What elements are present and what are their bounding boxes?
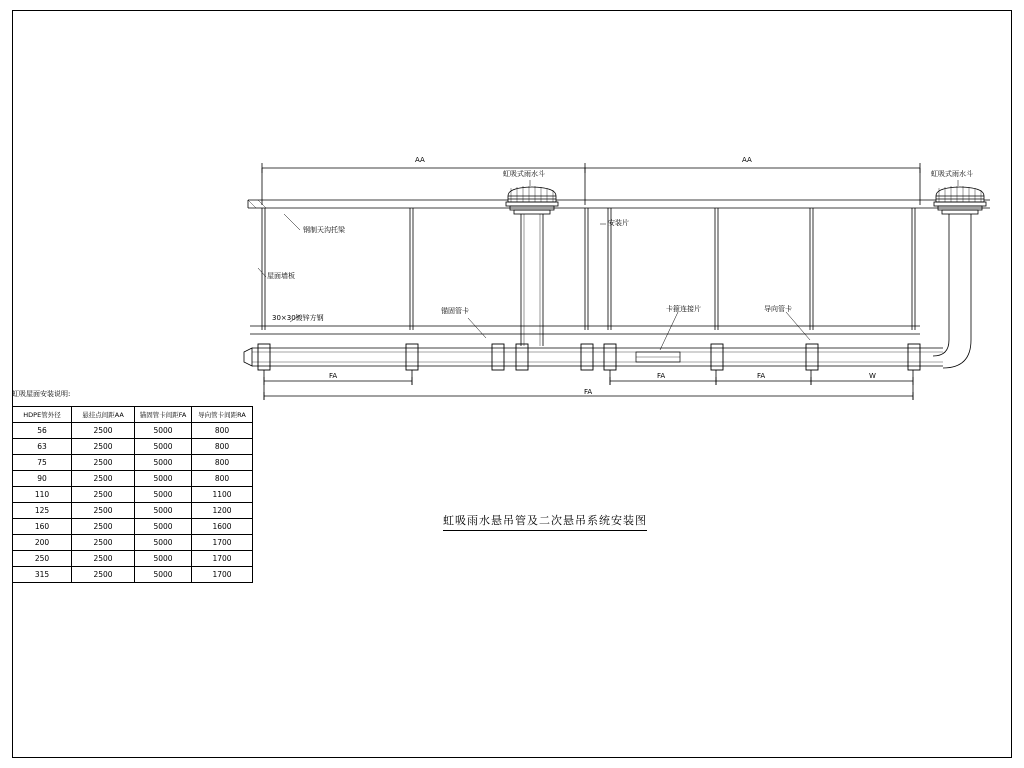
dimension-label-fa-total: FA [584,388,593,396]
cell-anchor-spacing: 5000 [135,503,192,519]
table-row [13,455,253,471]
label-anchor-clamp: 锚固管卡 [441,307,469,315]
label-mount-plate: 安装片 [608,219,629,227]
col-header-hanger-spacing: 悬挂点间距AA [72,407,135,423]
cell-guide-spacing: 1700 [192,551,253,567]
label-clamp-connector-plate: 卡箍连接片 [666,305,701,313]
cell-hanger-spacing: 2500 [72,423,135,439]
cell-anchor-spacing: 5000 [135,535,192,551]
table-row [13,567,253,583]
table-row [13,439,253,455]
label-siphonic-drain-center: 虹吸式雨水斗 [503,170,545,178]
label-roof-edge-panel: 屋面墙板 [267,272,295,280]
table-header-row [13,407,253,423]
cell-hanger-spacing: 2500 [72,439,135,455]
label-siphonic-drain-right: 虹吸式雨水斗 [931,170,973,178]
col-header-pipe-od: HDPE管外径 [13,407,72,423]
table-row [13,503,253,519]
dimension-label-w: W [869,372,876,380]
cell-guide-spacing: 800 [192,455,253,471]
table-row [13,423,253,439]
cell-hanger-spacing: 2500 [72,519,135,535]
dimension-label-aa-right: AA [742,156,752,164]
cell-guide-spacing: 800 [192,471,253,487]
cell-anchor-spacing: 5000 [135,519,192,535]
table-row [13,535,253,551]
dimension-label-aa-left: AA [415,156,425,164]
spec-table-note: 虹吸屋面安装说明: [12,390,71,398]
cell-guide-spacing: 800 [192,423,253,439]
cell-hanger-spacing: 2500 [72,535,135,551]
cell-anchor-spacing: 5000 [135,551,192,567]
cell-anchor-spacing: 5000 [135,455,192,471]
cell-hanger-spacing: 2500 [72,503,135,519]
cell-pipe-od: 250 [13,551,72,567]
cell-hanger-spacing: 2500 [72,487,135,503]
table-row [13,519,253,535]
label-guide-clamp: 导向管卡 [764,305,792,313]
cell-hanger-spacing: 2500 [72,471,135,487]
col-header-guide-spacing: 导向管卡间距RA [192,407,253,423]
cell-guide-spacing: 800 [192,439,253,455]
cell-pipe-od: 315 [13,567,72,583]
table-row [13,551,253,567]
cell-pipe-od: 63 [13,439,72,455]
cell-anchor-spacing: 5000 [135,487,192,503]
cell-anchor-spacing: 5000 [135,471,192,487]
cell-pipe-od: 200 [13,535,72,551]
dimension-label-ra-mid2: FA [757,372,766,380]
cell-hanger-spacing: 2500 [72,551,135,567]
cell-guide-spacing: 1200 [192,503,253,519]
cell-pipe-od: 160 [13,519,72,535]
dimension-label-ra-left: FA [329,372,338,380]
cell-pipe-od: 90 [13,471,72,487]
cell-guide-spacing: 1700 [192,535,253,551]
drawing-title: 虹吸雨水悬吊管及二次悬吊系统安装图 [443,512,647,531]
cell-hanger-spacing: 2500 [72,567,135,583]
label-square-tube: 30×30镀锌方钢 [272,314,324,322]
cell-pipe-od: 125 [13,503,72,519]
table-row [13,487,253,503]
cell-anchor-spacing: 5000 [135,423,192,439]
col-header-anchor-spacing: 锚固管卡间距FA [135,407,192,423]
cell-guide-spacing: 1700 [192,567,253,583]
spec-table [12,406,253,583]
cell-guide-spacing: 1600 [192,519,253,535]
cell-anchor-spacing: 5000 [135,439,192,455]
label-steel-purlin: 钢制天沟托梁 [303,226,345,234]
table-row [13,471,253,487]
cell-pipe-od: 56 [13,423,72,439]
cell-guide-spacing: 1100 [192,487,253,503]
cell-anchor-spacing: 5000 [135,567,192,583]
cell-hanger-spacing: 2500 [72,455,135,471]
cell-pipe-od: 75 [13,455,72,471]
cell-pipe-od: 110 [13,487,72,503]
dimension-label-ra-mid1: FA [657,372,666,380]
